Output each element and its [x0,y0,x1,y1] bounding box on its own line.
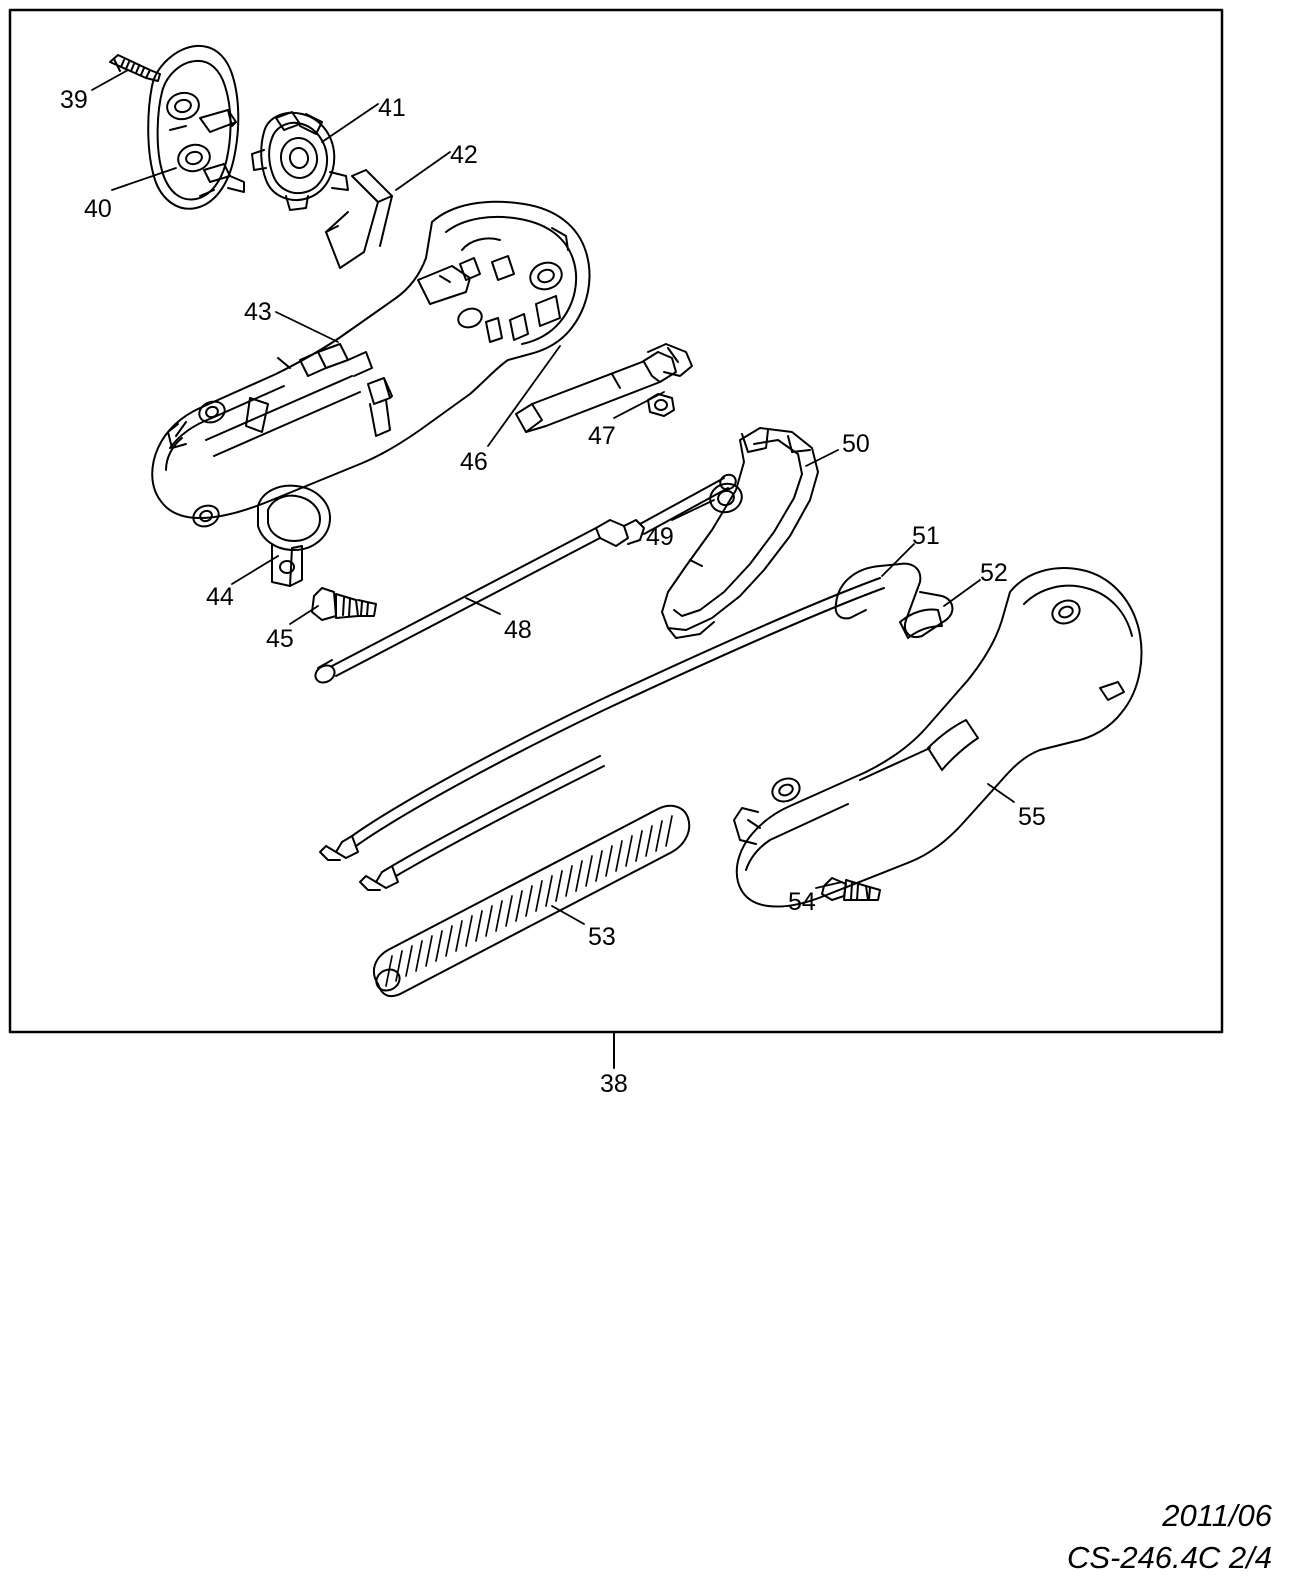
callout-40: 40 [84,195,112,223]
part-42-wire-bracket [326,170,392,268]
part-55-rear-handle [734,568,1141,906]
part-53-spring [373,806,690,996]
footer-drawing-code: CS-246.4C 2/4 [1066,1540,1272,1575]
callout-42: 42 [450,141,478,169]
callout-41: 41 [378,94,406,122]
callout-51: 51 [912,522,940,550]
callout-55: 55 [1018,803,1046,831]
part-43-handle-housing [152,202,589,530]
callout-46: 46 [460,448,488,476]
part-39-screw [110,55,160,81]
callout-39: 39 [60,86,88,114]
part-50-trigger [662,428,818,638]
callout-44: 44 [206,583,234,611]
callout-45: 45 [266,625,294,653]
part-54-screw [822,878,880,900]
callout-54: 54 [788,888,816,916]
callout-leaders [92,70,1014,924]
callout-48: 48 [504,616,532,644]
part-48-throttle-rod [312,472,738,686]
footer-date: 2011/06 [1162,1498,1272,1533]
part-46-lever [516,344,692,432]
callout-52: 52 [980,559,1008,587]
ignition-cable [320,578,884,890]
callout-47: 47 [588,422,616,450]
callout-38-assembly: 38 [600,1070,628,1098]
part-40-cover [148,46,244,209]
callout-53: 53 [588,923,616,951]
part-45-screw [312,588,376,620]
part-41-clutch [252,112,348,210]
callout-49: 49 [646,523,674,551]
callout-50: 50 [842,430,870,458]
callout-43: 43 [244,298,272,326]
